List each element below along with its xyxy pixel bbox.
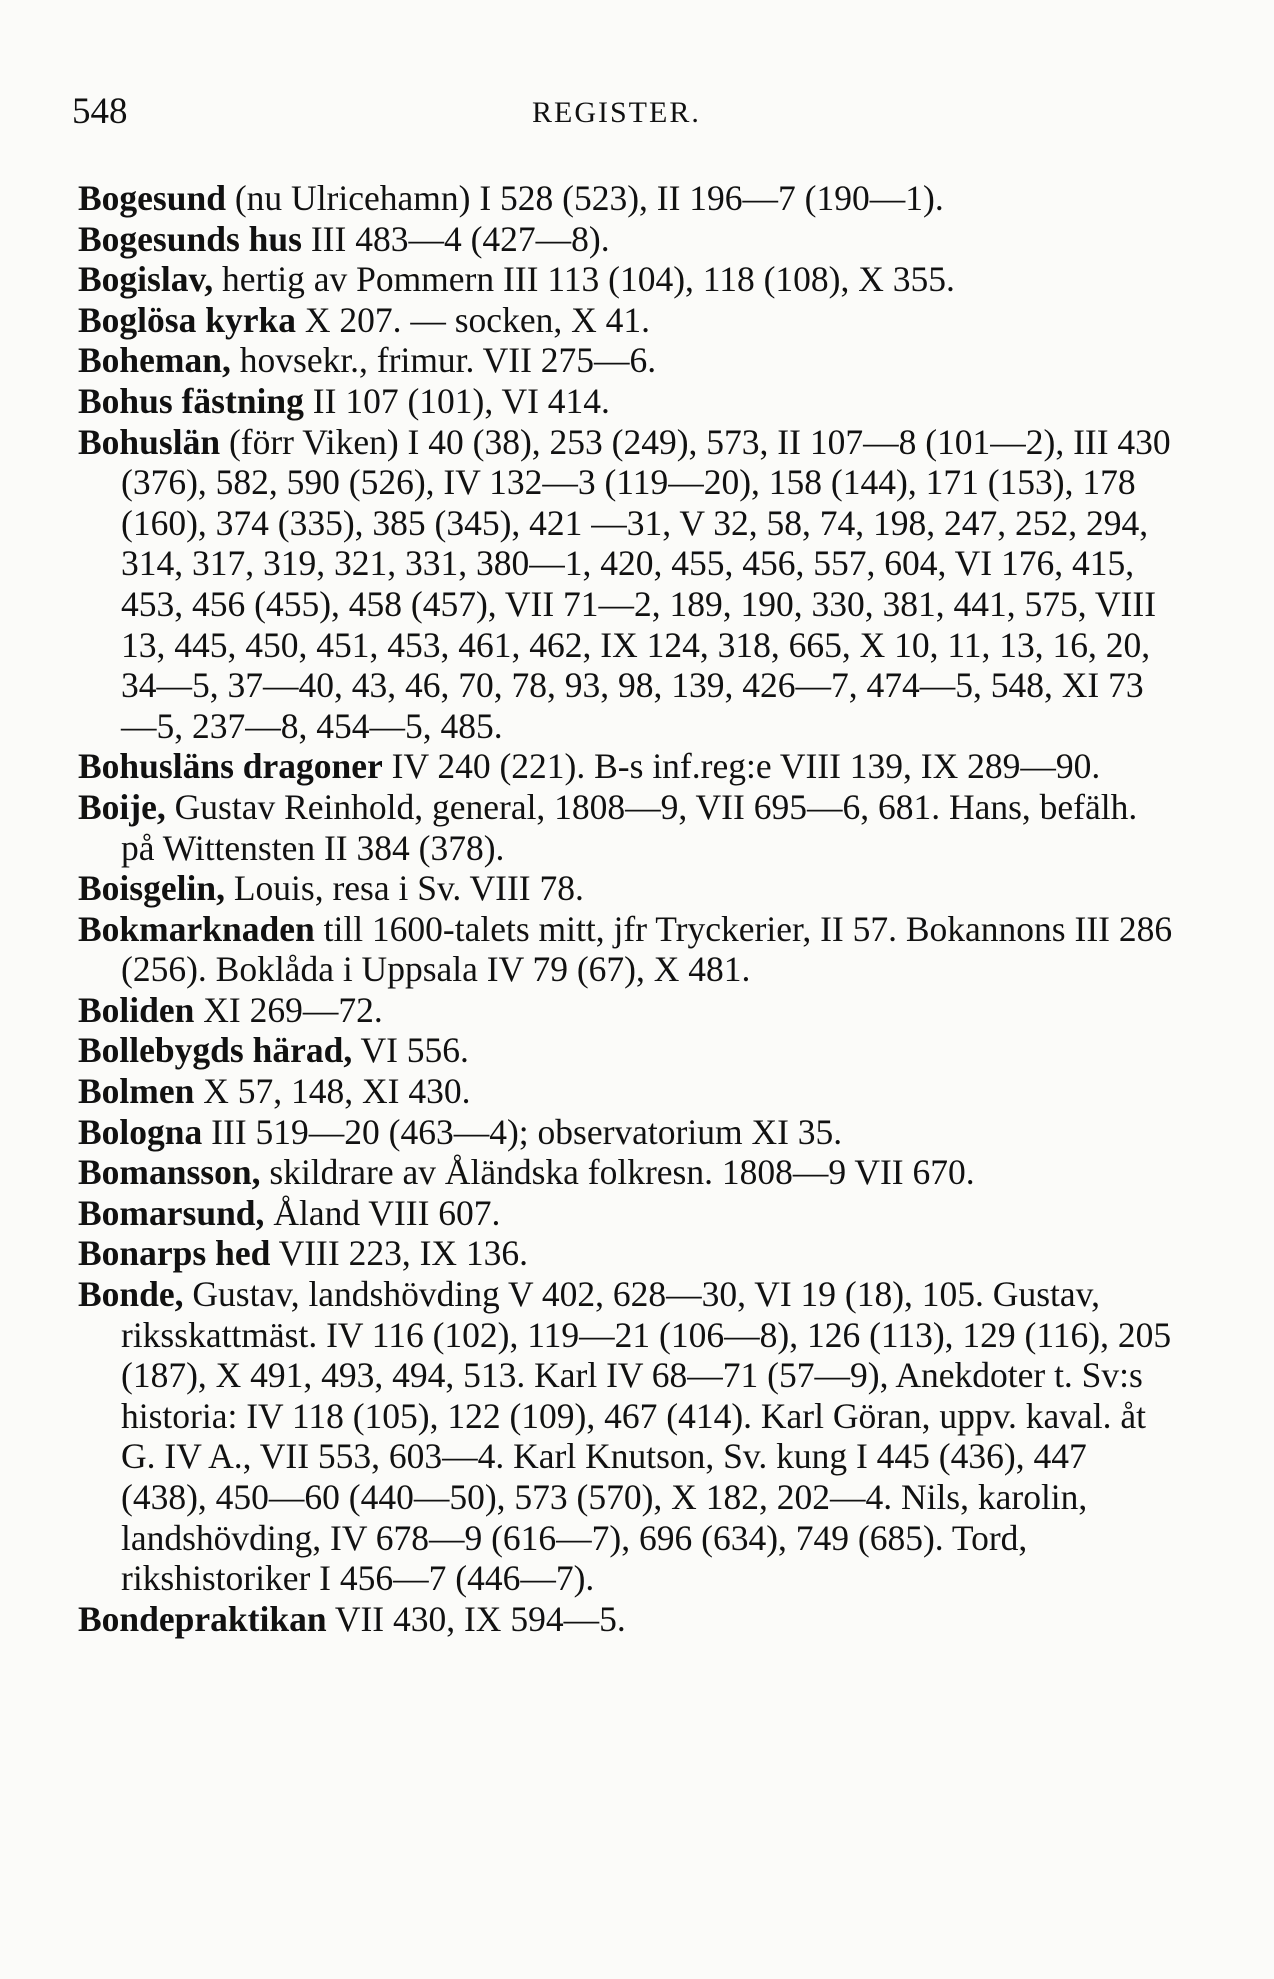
entry-headword: Boglösa kyrka [78,299,296,340]
page-header [72,90,1172,140]
entry-headword: Bogislav, [78,259,214,300]
index-entry [78,178,1178,219]
entry-headword: Bohus fästning [78,380,304,421]
index-entry [78,909,1178,990]
entry-headword: Bohuslän [78,421,221,462]
index-entry [78,1030,1178,1071]
entry-headword: Bonarps hed [78,1233,271,1274]
entry-references: skildrare av Åländska folkresn. 1808—9 VII 670. [260,1152,975,1193]
index-entry [78,340,1178,381]
index-entry [78,1112,1178,1153]
entry-headword: Bogesund [78,178,226,218]
entry-references: hertig av Pommern III 113 (104), 118 (108), X 355. [213,259,955,300]
entry-references: Gustav, landshövding V 402, 628—30, VI 19 (18), 105. Gustav, riksskattmäst. IV 116 (102), 119—21 (106—8), 126 (113), 129 (116), 205 (187), X 491, 493, 494, 513. Karl IV 68—71 (57—9), Anekdoter t. Sv:s historia: IV 118 (105), 122 (109), 467 (414). Karl Göran, uppv. kaval. åt G. IV A., VII 553, 603—4. Karl Knutson, Sv. kung I 445 (436), 447 (438), 450—60 (440—50), 573 (570), X 182, 202—4. Nils, karolin, landshövding, IV 678—9 (616—7), 696 (634), 749 (685). Tord, rikshistoriker I 456—7 (446—7). [121,1274,1172,1599]
entry-references: till 1600-talets mitt, jfr Tryckerier, II 57. Bokannons III 286 (256). Boklåda i Uppsala IV 79 (67), X 481. [121,908,1173,990]
page-number: 548 [72,91,128,132]
entry-headword: Bollebygds härad, [78,1030,353,1071]
entry-references: X 57, 148, XI 430. [194,1071,471,1112]
index-entry [78,1193,1178,1234]
index-entry [78,1274,1178,1599]
entry-headword: Boheman, [78,340,231,381]
entry-references: IV 240 (221). B-s inf.reg:e VIII 139, IX 289—90. [382,746,1101,787]
index-entry [78,300,1178,341]
entry-references: III 483—4 (427—8). [301,218,610,259]
index-entry [78,746,1178,787]
entry-references: II 107 (101), VI 414. [303,380,610,421]
entry-headword: Bologna [78,1111,203,1152]
index-entry [78,1233,1178,1274]
index-entry [78,219,1178,260]
index-entries [78,178,1178,1639]
entry-headword: Bokmarknaden [78,908,315,949]
running-head: REGISTER. [532,96,701,129]
entry-references: VII 430, IX 594—5. [326,1598,626,1639]
index-entry [78,422,1178,747]
entry-references: Åland VIII 607. [264,1192,501,1233]
entry-headword: Boije, [78,786,166,827]
entry-references: (nu Ulricehamn) I 528 (523), II 196—7 (190—1). [225,178,944,218]
entry-references: XI 269—72. [194,989,383,1030]
entry-references: VIII 223, IX 136. [270,1233,529,1274]
entry-references: VI 556. [352,1030,469,1071]
index-entry [78,381,1178,422]
entry-references: III 519—20 (463—4); observatorium XI 35. [202,1111,843,1152]
entry-headword: Bonde, [78,1274,184,1315]
entry-references: Gustav Reinhold, general, 1808—9, VII 695—6, 681. Hans, befälh. på Wittensten II 384 (378). [121,786,1138,868]
entry-headword: Boliden [78,989,195,1030]
entry-references: (förr Viken) I 40 (38), 253 (249), 573, II 107—8 (101—2), III 430 (376), 582, 590 (526), IV 132—3 (119—20), 158 (144), 171 (153), 178 (160), 374 (335), 385 (345), 421 —31, V 32, 58, 74, 198, 247, 252, 294, 314, 317, 319, 321, 331, 380—1, 420, 455, 456, 557, 604, VI 176, 415, 453, 456 (455), 458 (457), VII 71—2, 189, 190, 330, 381, 441, 575, VIII 13, 445, 450, 451, 453, 461, 462, IX 124, 318, 665, X 10, 11, 13, 16, 20, 34—5, 37—40, 43, 46, 70, 78, 93, 98, 139, 426—7, 474—5, 548, XI 73—5, 237—8, 454—5, 485. [121,421,1171,746]
index-entry [78,787,1178,868]
entry-headword: Bolmen [78,1071,195,1112]
index-entry [78,259,1178,300]
index-entry [78,1599,1178,1640]
entry-references: Louis, resa i Sv. VIII 78. [224,868,584,909]
entry-references: X 207. — socken, X 41. [295,299,650,340]
entry-headword: Bogesunds hus [78,218,302,259]
index-entry [78,1071,1178,1112]
entry-headword: Bondepraktikan [78,1598,327,1639]
entry-headword: Bomarsund, [78,1192,265,1233]
index-entry [78,1152,1178,1193]
entry-headword: Bohusläns dragoner [78,746,383,787]
entry-headword: Bomansson, [78,1152,261,1193]
entry-references: hovsekr., frimur. VII 275—6. [230,340,657,381]
index-entry [78,868,1178,909]
entry-headword: Boisgelin, [78,868,225,909]
index-entry [78,990,1178,1031]
